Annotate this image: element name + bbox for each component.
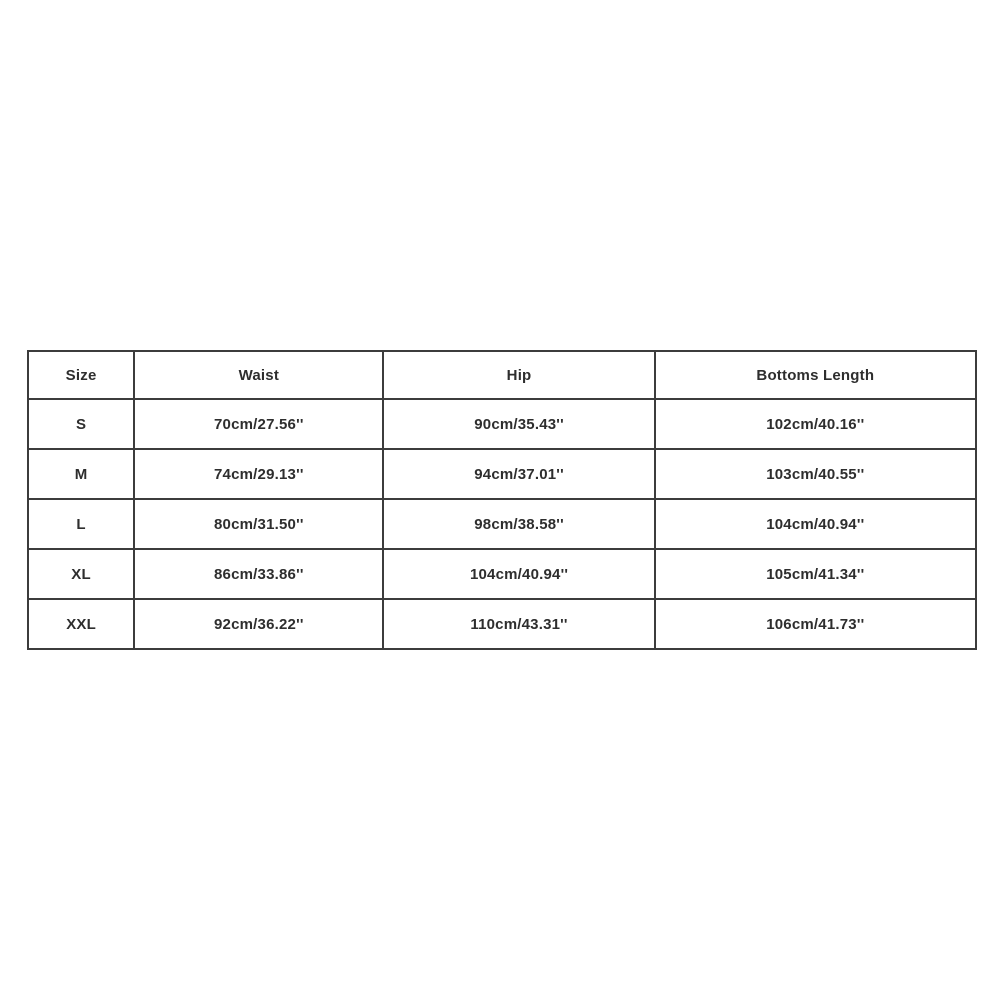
size-cell: M	[28, 449, 134, 499]
size-cell: L	[28, 499, 134, 549]
table-row-xxl	[28, 599, 976, 649]
length-cell: 102cm/40.16''	[655, 399, 976, 449]
table-row-s	[28, 399, 976, 449]
hip-cell: 104cm/40.94''	[383, 549, 654, 599]
hip-cell: 94cm/37.01''	[383, 449, 654, 499]
length-cell: 105cm/41.34''	[655, 549, 976, 599]
column-header-length: Bottoms Length	[655, 351, 976, 399]
waist-cell: 74cm/29.13''	[134, 449, 383, 499]
size-chart-table	[27, 350, 977, 650]
table-row-xl	[28, 549, 976, 599]
table-row-l	[28, 499, 976, 549]
table-header-row	[28, 351, 976, 399]
column-header-hip: Hip	[383, 351, 654, 399]
hip-cell: 110cm/43.31''	[383, 599, 654, 649]
column-header-size: Size	[28, 351, 134, 399]
waist-cell: 92cm/36.22''	[134, 599, 383, 649]
hip-cell: 98cm/38.58''	[383, 499, 654, 549]
size-cell: XXL	[28, 599, 134, 649]
hip-cell: 90cm/35.43''	[383, 399, 654, 449]
size-cell: S	[28, 399, 134, 449]
size-cell: XL	[28, 549, 134, 599]
waist-cell: 86cm/33.86''	[134, 549, 383, 599]
length-cell: 104cm/40.94''	[655, 499, 976, 549]
length-cell: 106cm/41.73''	[655, 599, 976, 649]
waist-cell: 70cm/27.56''	[134, 399, 383, 449]
length-cell: 103cm/40.55''	[655, 449, 976, 499]
table-row-m	[28, 449, 976, 499]
column-header-waist: Waist	[134, 351, 383, 399]
waist-cell: 80cm/31.50''	[134, 499, 383, 549]
